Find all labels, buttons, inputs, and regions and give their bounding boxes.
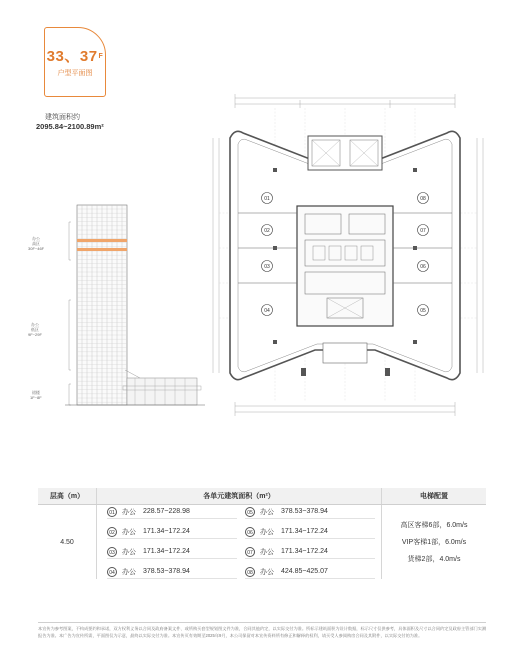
unit-use: 办公: [122, 508, 136, 516]
floor-plan: [205, 88, 495, 423]
unit-area: 378.53~378.94: [281, 508, 328, 515]
building-elevation: [25, 200, 205, 430]
plan-unit-label: 01: [264, 195, 270, 202]
floor-number: 33、$37^F$: [46, 48, 104, 65]
elevator-freight: 货梯2部，4.0m/s: [407, 555, 461, 563]
elevator-header: 电梯配置: [382, 488, 487, 505]
unit-use: 办公: [260, 528, 274, 536]
unit-area: 171.34~172.24: [143, 548, 190, 555]
building-label-mid: 办公 低区 9F~29F: [28, 322, 42, 337]
area-label: 建筑面积约: [45, 114, 80, 121]
unit-area: 171.34~172.24: [281, 548, 328, 555]
unit-area: 378.53~378.94: [143, 568, 190, 575]
unit-number: 01: [107, 507, 117, 517]
unit-use: 办公: [122, 568, 136, 576]
spec-table: [38, 488, 486, 579]
plan-unit-label: 07: [420, 227, 426, 234]
elevator-high-zone: 高区客梯6部，6.0m/s: [400, 521, 468, 529]
elevator-vip: VIP客梯1部，6.0m/s: [401, 538, 467, 546]
plan-unit-label: 06: [420, 263, 426, 270]
plan-unit-label: 04: [264, 307, 270, 314]
floor-tag: [44, 27, 106, 97]
unit-row: [245, 565, 375, 579]
unit-area: 171.34~172.24: [281, 528, 328, 535]
building-label-base: 裙楼 1F~8F: [30, 390, 42, 400]
unit-number: 06: [245, 527, 255, 537]
unit-use: 办公: [260, 548, 274, 556]
building-label-upper: 办公 高区 30F~46F: [28, 236, 45, 251]
unit-row: [245, 505, 375, 519]
plan-unit-label: 08: [420, 195, 426, 202]
unit-use: 办公: [122, 548, 136, 556]
unit-use: 办公: [260, 508, 274, 516]
unit-number: 02: [107, 527, 117, 537]
area-header: 各单元建筑面积（m²）: [97, 488, 382, 505]
plan-unit-label: 05: [420, 307, 426, 314]
plan-unit-label: 03: [264, 263, 270, 270]
unit-area: 424.85~425.07: [281, 568, 328, 575]
unit-row: [107, 565, 237, 579]
unit-area: 228.57~228.98: [143, 508, 190, 515]
unit-row: [107, 525, 237, 539]
units-grid: [97, 505, 381, 579]
height-value: 4.50: [38, 505, 97, 580]
unit-row: [107, 505, 237, 519]
unit-use: 办公: [122, 528, 136, 536]
disclaimer: 本宣传为参考图案，不构成要约和承诺，双方权利义务以合同及政府备案文件、或所购买套型规划图文件为准，合同其他约定，以实际交付为准。所标示建筑面积为设计数据，标示尺寸仅供参考，具体面积及尺寸以合同约定及政府主管部门实测报告为准。本广告为宣传所需，平面图仅为示意，最终以实际交付为准。本宣传页有效期至2025年9月，本公司保留对本宣传资料所有修正和解释的权利，请买受人参阅购房合同及其附件，以实际交付的为准。: [38, 626, 487, 638]
unit-number: 07: [245, 547, 255, 557]
unit-number: 08: [245, 567, 255, 577]
height-header: 层高（m）: [38, 488, 97, 505]
plan-unit-label: 02: [264, 227, 270, 234]
unit-use: 办公: [260, 568, 274, 576]
table-divider: [38, 622, 486, 623]
unit-area: 171.34~172.24: [143, 528, 190, 535]
floor-plan-label: 户型平面图: [57, 70, 93, 77]
unit-number: 03: [107, 547, 117, 557]
unit-row: [245, 525, 375, 539]
unit-row: [245, 545, 375, 559]
unit-number: 05: [245, 507, 255, 517]
unit-number: 04: [107, 567, 117, 577]
unit-row: [107, 545, 237, 559]
area-value: 2095.84~2100.89m²: [36, 122, 104, 131]
